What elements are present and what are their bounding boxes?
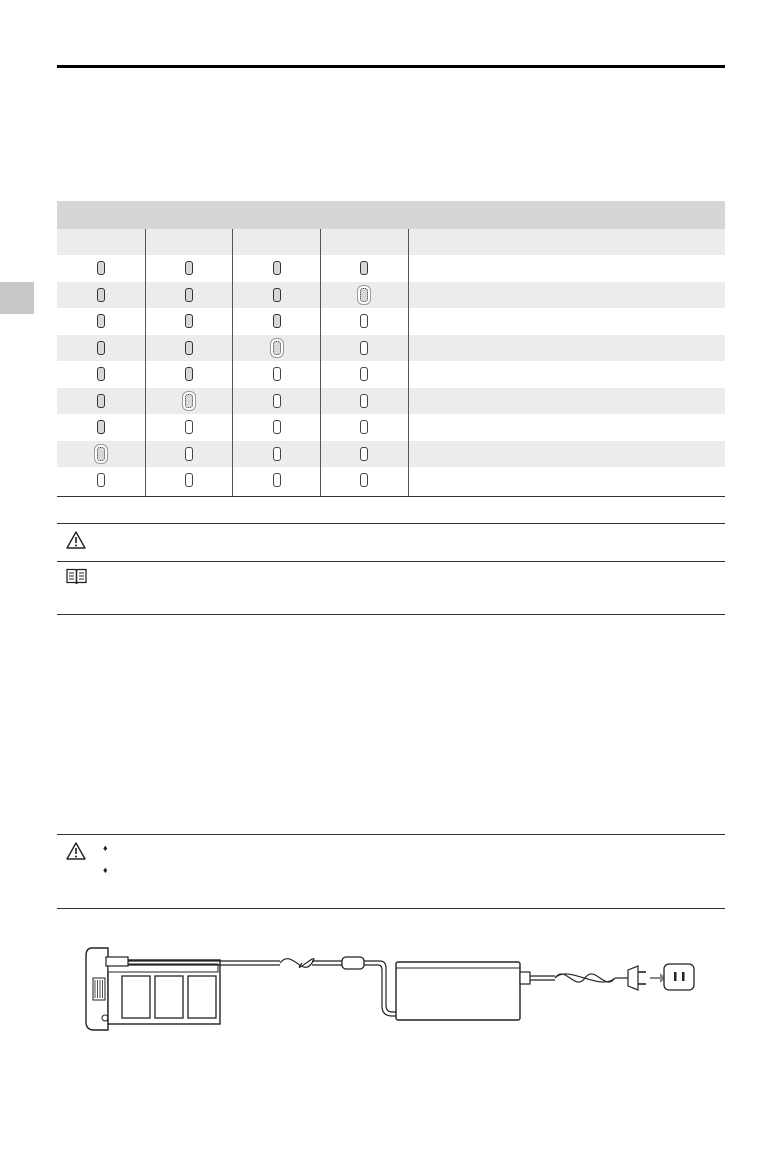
led-table-row <box>57 282 725 309</box>
led-indicator-on <box>185 367 193 381</box>
led-table-row <box>57 441 725 468</box>
section-tab-marker <box>0 282 34 314</box>
power-adapter-illustration <box>396 962 530 1020</box>
charging-diagram <box>80 940 710 1040</box>
led-indicator-on <box>273 288 281 302</box>
led-indicator-on <box>97 341 105 355</box>
warning-triangle-icon <box>66 531 86 549</box>
led-indicator-on <box>185 261 193 275</box>
led-indicator-on <box>273 314 281 328</box>
led-indicator-off <box>273 394 281 408</box>
led-table-row <box>57 361 725 388</box>
led-indicator-on <box>185 288 193 302</box>
bullet-marker: ♦ <box>103 843 108 853</box>
led-indicator-off <box>360 394 368 408</box>
led-indicator-off <box>185 473 193 487</box>
note-rule <box>57 614 725 615</box>
led-table-column-headers <box>57 229 725 255</box>
led-indicator-blink <box>97 447 105 461</box>
led-table-row <box>57 388 725 415</box>
led-indicator-off <box>97 473 105 487</box>
led-indicator-blink <box>185 394 193 408</box>
led-indicator-off <box>185 447 193 461</box>
led-indicator-on <box>97 420 105 434</box>
col-divider <box>408 229 409 496</box>
col-divider <box>145 229 146 496</box>
led-indicator-blink <box>273 341 281 355</box>
led-table-bottom-rule <box>57 496 725 497</box>
led-indicator-on <box>97 288 105 302</box>
note-rule <box>57 561 725 562</box>
warning-rule <box>57 908 725 909</box>
led-indicator-on <box>97 261 105 275</box>
led-indicator-off <box>273 447 281 461</box>
led-table-row <box>57 467 725 494</box>
led-indicator-on <box>273 261 281 275</box>
top-rule <box>57 65 725 68</box>
led-indicator-off <box>360 341 368 355</box>
led-indicator-on <box>185 341 193 355</box>
bullet-marker: ♦ <box>103 865 108 875</box>
led-table-row <box>57 414 725 441</box>
plug-illustration <box>628 966 646 990</box>
battery-illustration <box>86 948 220 1030</box>
led-indicator-off <box>273 473 281 487</box>
led-table-row <box>57 308 725 335</box>
open-book-icon <box>66 568 87 585</box>
led-indicator-off <box>360 367 368 381</box>
led-indicator-off <box>360 314 368 328</box>
warning-triangle-icon <box>66 842 86 860</box>
led-indicator-off <box>273 420 281 434</box>
col-divider <box>320 229 321 496</box>
led-indicator-blink <box>360 288 368 302</box>
warning-rule <box>57 834 725 835</box>
led-indicator-off <box>360 447 368 461</box>
led-indicator-on <box>185 314 193 328</box>
led-indicator-off <box>185 420 193 434</box>
led-indicator-on <box>360 261 368 275</box>
led-indicator-on <box>97 314 105 328</box>
led-table-row <box>57 335 725 362</box>
wall-outlet-illustration <box>664 964 694 990</box>
col-divider <box>232 229 233 496</box>
led-indicator-off <box>273 367 281 381</box>
led-table-row <box>57 255 725 282</box>
led-indicator-off <box>360 420 368 434</box>
note-rule <box>57 523 725 524</box>
led-table-header <box>57 201 725 229</box>
led-indicator-off <box>360 473 368 487</box>
led-indicator-on <box>97 394 105 408</box>
led-indicator-on <box>97 367 105 381</box>
